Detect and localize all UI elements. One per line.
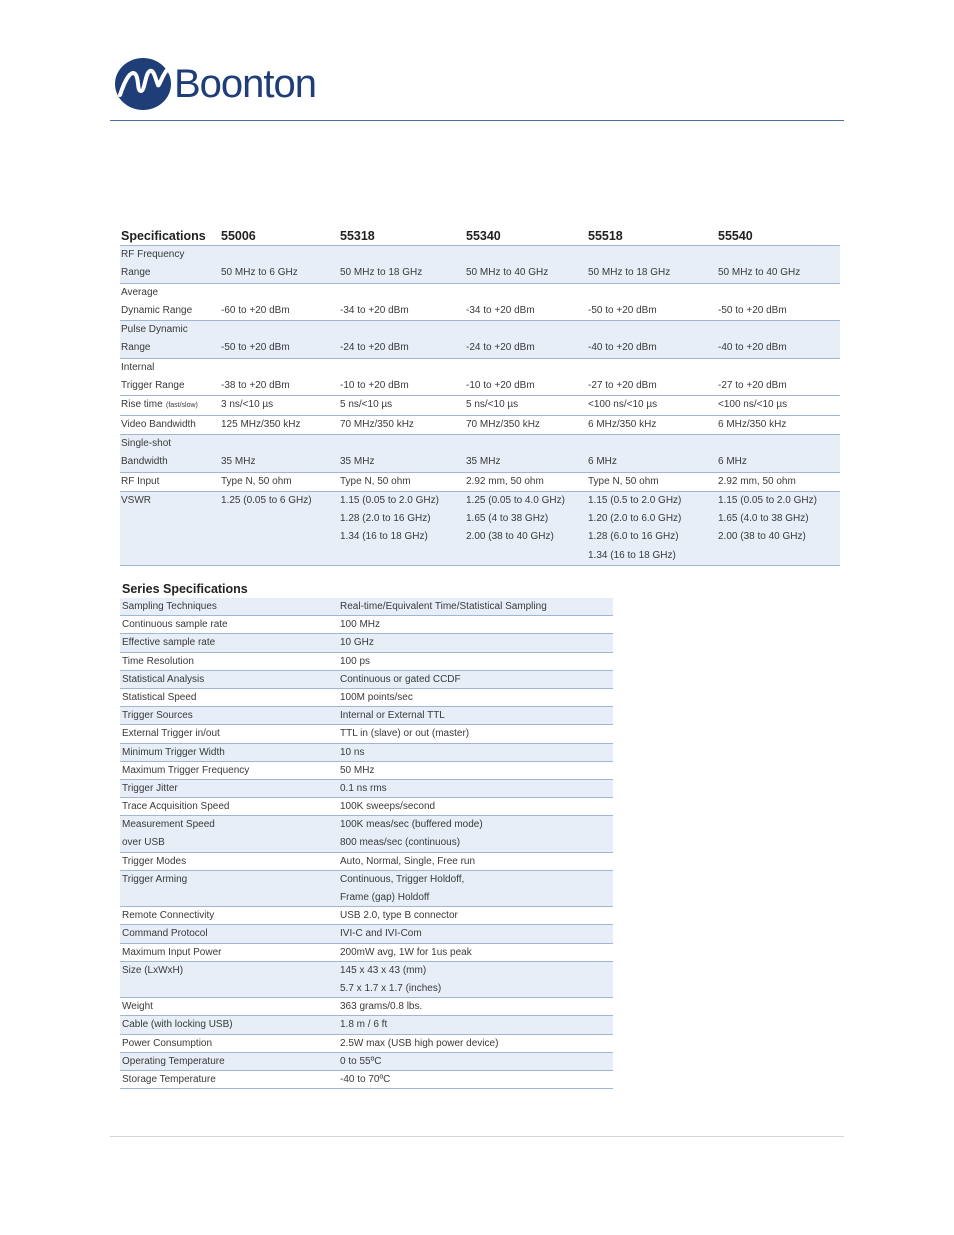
spec-cell-55006: Type N, 50 ohm	[221, 475, 292, 487]
series-title: Series Specifications	[122, 582, 248, 596]
spec-row-label: Internal	[121, 361, 155, 373]
series-row-label: Trigger Sources	[122, 710, 193, 722]
spec-row-label: Trigger Range	[121, 380, 185, 392]
series-row	[120, 798, 613, 816]
series-row	[120, 689, 613, 707]
series-row	[120, 998, 613, 1016]
series-row-value: Real-time/Equivalent Time/Statistical Sampling	[340, 601, 547, 612]
series-row-value: IVI-C and IVI-Com	[340, 928, 422, 940]
series-row-label: Storage Temperature	[122, 1073, 216, 1085]
spec-header-55318: 55318	[340, 229, 375, 243]
series-row	[120, 634, 613, 652]
spec-row	[120, 321, 840, 359]
series-row-label: Operating Temperature	[122, 1055, 225, 1067]
series-row-label: Cable (with locking USB)	[122, 1019, 233, 1031]
spec-row	[120, 492, 840, 566]
series-row	[120, 780, 613, 798]
series-row	[120, 725, 613, 743]
series-row-value: 5.7 x 1.7 x 1.7 (inches)	[340, 982, 442, 994]
series-row-label: Statistical Speed	[122, 691, 197, 703]
spec-cell-55318: 5 ns/<10 µs	[340, 399, 393, 411]
spec-cell-55518: 1.20 (2.0 to 6.0 GHz)	[588, 513, 682, 525]
spec-cell-55006: -50 to +20 dBm	[221, 342, 290, 354]
spec-cell-55540: 2.92 mm, 50 ohm	[718, 475, 796, 487]
spec-cell-55518: <100 ns/<10 µs	[588, 399, 658, 411]
spec-header-label: Specifications	[121, 229, 206, 243]
spec-row	[120, 396, 840, 415]
series-row	[120, 816, 613, 852]
spec-cell-55518: 50 MHz to 18 GHz	[588, 267, 671, 279]
series-row	[120, 871, 613, 907]
series-row-label: Statistical Analysis	[122, 673, 205, 685]
series-row-value: 800 meas/sec (continuous)	[340, 837, 461, 849]
series-row-value: 100 ps	[340, 655, 371, 667]
series-row-value: -40 to 70ºC	[340, 1073, 391, 1085]
spec-cell-55540: <100 ns/<10 µs	[718, 399, 788, 411]
series-row-value: 363 grams/0.8 lbs.	[340, 1001, 423, 1013]
spec-cell-55006: 125 MHz/350 kHz	[221, 418, 301, 430]
series-row-value: 145 x 43 x 43 (mm)	[340, 964, 427, 976]
spec-cell-55340: -10 to +20 dBm	[466, 380, 535, 392]
series-row-label: Trigger Arming	[122, 873, 188, 885]
spec-header-55540: 55540	[718, 229, 753, 243]
series-row-label: Trace Acquisition Speed	[122, 801, 230, 813]
series-row-value: 0 to 55ºC	[340, 1055, 382, 1067]
boonton-logo-icon	[112, 55, 172, 111]
spec-cell-55540: -27 to +20 dBm	[718, 380, 787, 392]
spec-cell-55318: -24 to +20 dBm	[340, 342, 409, 354]
series-row-value: Continuous or gated CCDF	[340, 673, 461, 685]
spec-row	[120, 359, 840, 397]
series-specifications-table	[120, 580, 613, 1089]
series-row-value: 100K sweeps/second	[340, 801, 436, 813]
spec-cell-55540: 6 MHz	[718, 456, 747, 468]
series-row-value: 10 GHz	[340, 637, 374, 649]
spec-cell-55540: 2.00 (38 to 40 GHz)	[718, 531, 806, 543]
series-row-label: External Trigger in/out	[122, 728, 220, 740]
series-row	[120, 671, 613, 689]
series-row	[120, 616, 613, 634]
spec-cell-55518: -40 to +20 dBm	[588, 342, 657, 354]
spec-header-55340: 55340	[466, 229, 501, 243]
series-row-label: Time Resolution	[122, 655, 194, 667]
series-row-label: Trigger Jitter	[122, 782, 178, 794]
spec-row-label: Range	[121, 342, 151, 354]
series-row-value: 10 ns	[340, 746, 365, 758]
series-row	[120, 744, 613, 762]
spec-cell-55340: -24 to +20 dBm	[466, 342, 535, 354]
spec-row	[120, 284, 840, 322]
spec-row-label: RF Input	[121, 475, 160, 487]
series-row-label: Power Consumption	[122, 1037, 213, 1049]
spec-cell-55540: -50 to +20 dBm	[718, 304, 787, 316]
spec-row	[120, 435, 840, 473]
spec-cell-55006: 1.25 (0.05 to 6 GHz)	[221, 494, 312, 506]
series-row-value: 50 MHz	[340, 764, 375, 776]
series-row-label: Command Protocol	[122, 928, 208, 940]
series-row-label: Size (LxWxH)	[122, 964, 184, 976]
spec-row-label: RF Frequency	[121, 249, 185, 260]
spec-cell-55518: 6 MHz	[588, 456, 617, 468]
series-row	[120, 1053, 613, 1071]
spec-cell-55006: -38 to +20 dBm	[221, 380, 290, 392]
spec-cell-55540: -40 to +20 dBm	[718, 342, 787, 354]
series-row	[120, 707, 613, 725]
series-row	[120, 853, 613, 871]
spec-cell-55006: 3 ns/<10 µs	[221, 399, 274, 411]
series-row	[120, 653, 613, 671]
series-row-label: over USB	[122, 837, 165, 849]
spec-cell-55318: -34 to +20 dBm	[340, 304, 409, 316]
spec-row-label: Rise time	[121, 399, 163, 411]
series-row-value: Continuous, Trigger Holdoff,	[340, 873, 465, 885]
spec-row-label: Dynamic Range	[121, 304, 193, 316]
boonton-logo	[112, 54, 316, 112]
series-row-label: Remote Connectivity	[122, 910, 215, 922]
series-row-label: Minimum Trigger Width	[122, 746, 225, 758]
header-divider	[110, 120, 844, 121]
spec-cell-55518: 6 MHz/350 kHz	[588, 418, 657, 430]
spec-header-55518: 55518	[588, 229, 623, 243]
spec-cell-55540: 6 MHz/350 kHz	[718, 418, 787, 430]
series-row	[120, 1071, 613, 1089]
series-row-label: Effective sample rate	[122, 637, 216, 649]
spec-header-row	[120, 226, 840, 246]
spec-row-label: VSWR	[121, 494, 151, 506]
spec-cell-55340: 2.92 mm, 50 ohm	[466, 475, 544, 487]
spec-cell-55518: 1.34 (16 to 18 GHz)	[588, 549, 676, 561]
series-row	[120, 762, 613, 780]
series-row-value: TTL in (slave) or out (master)	[340, 728, 470, 740]
spec-row	[120, 416, 840, 435]
series-row-value: 100K meas/sec (buffered mode)	[340, 819, 483, 831]
spec-cell-55318: 1.15 (0.05 to 2.0 GHz)	[340, 494, 439, 506]
spec-cell-55340: 70 MHz/350 kHz	[466, 418, 540, 430]
series-row	[120, 925, 613, 943]
brand-name: Boonton	[174, 61, 317, 106]
spec-cell-55340: 1.25 (0.05 to 4.0 GHz)	[466, 494, 565, 506]
series-row-label: Maximum Input Power	[122, 946, 222, 958]
spec-cell-55340: -34 to +20 dBm	[466, 304, 535, 316]
spec-row-label: Bandwidth	[121, 456, 168, 468]
series-row-label: Maximum Trigger Frequency	[122, 764, 250, 776]
spec-cell-55006: 50 MHz to 6 GHz	[221, 267, 298, 279]
spec-cell-55006: 35 MHz	[221, 456, 256, 468]
spec-cell-55340: 5 ns/<10 µs	[466, 399, 519, 411]
series-row-value: 200mW avg, 1W for 1us peak	[340, 946, 472, 958]
spec-row-label: Video Bandwidth	[121, 418, 196, 430]
spec-cell-55518: 1.15 (0.5 to 2.0 GHz)	[588, 494, 682, 506]
series-row-value: 0.1 ns rms	[340, 782, 387, 794]
series-row	[120, 598, 613, 616]
series-row-value: USB 2.0, type B connector	[340, 910, 458, 922]
spec-cell-55318: 1.34 (16 to 18 GHz)	[340, 531, 428, 543]
spec-row-label: Single-shot	[121, 437, 172, 449]
spec-cell-55518: -50 to +20 dBm	[588, 304, 657, 316]
series-row-value: 100 MHz	[340, 619, 381, 631]
spec-cell-55318: Type N, 50 ohm	[340, 475, 411, 487]
spec-row-label-note: (fast/slow)	[166, 402, 198, 410]
series-row-label: Trigger Modes	[122, 855, 187, 867]
series-row	[120, 907, 613, 925]
spec-cell-55518: -27 to +20 dBm	[588, 380, 657, 392]
series-row-label: Continuous sample rate	[122, 619, 228, 631]
spec-cell-55006: -60 to +20 dBm	[221, 304, 290, 316]
series-row-value: 100M points/sec	[340, 691, 413, 703]
series-row	[120, 1035, 613, 1053]
footer-divider	[110, 1136, 844, 1137]
spec-cell-55340: 2.00 (38 to 40 GHz)	[466, 531, 554, 543]
series-row-label: Measurement Speed	[122, 819, 215, 831]
spec-cell-55318: 1.28 (2.0 to 16 GHz)	[340, 513, 431, 525]
spec-row-label: Pulse Dynamic	[121, 324, 188, 336]
spec-cell-55518: 1.28 (6.0 to 16 GHz)	[588, 531, 679, 543]
spec-cell-55340: 50 MHz to 40 GHz	[466, 267, 549, 279]
spec-cell-55318: 50 MHz to 18 GHz	[340, 267, 423, 279]
series-row	[120, 1016, 613, 1034]
series-row-value: Auto, Normal, Single, Free run	[340, 855, 476, 867]
series-row	[120, 962, 613, 998]
spec-cell-55340: 1.65 (4 to 38 GHz)	[466, 513, 549, 525]
spec-row	[120, 246, 840, 284]
series-row-value: Internal or External TTL	[340, 710, 445, 722]
series-row-value: 2.5W max (USB high power device)	[340, 1037, 499, 1049]
series-row-label: Weight	[122, 1001, 153, 1013]
spec-header-55006: 55006	[221, 229, 256, 243]
specifications-table	[120, 226, 840, 566]
spec-row	[120, 473, 840, 492]
series-row-value: 1.8 m / 6 ft	[340, 1019, 388, 1031]
series-row-label: Sampling Techniques	[122, 601, 217, 612]
spec-cell-55518: Type N, 50 ohm	[588, 475, 659, 487]
spec-cell-55540: 1.15 (0.05 to 2.0 GHz)	[718, 494, 817, 506]
spec-row-label: Average	[121, 286, 159, 298]
series-row-value: Frame (gap) Holdoff	[340, 892, 430, 904]
spec-row-label: Range	[121, 267, 151, 279]
spec-cell-55540: 1.65 (4.0 to 38 GHz)	[718, 513, 809, 525]
spec-cell-55540: 50 MHz to 40 GHz	[718, 267, 801, 279]
spec-cell-55318: -10 to +20 dBm	[340, 380, 409, 392]
series-row	[120, 944, 613, 962]
spec-cell-55340: 35 MHz	[466, 456, 501, 468]
spec-cell-55318: 35 MHz	[340, 456, 375, 468]
spec-cell-55318: 70 MHz/350 kHz	[340, 418, 414, 430]
